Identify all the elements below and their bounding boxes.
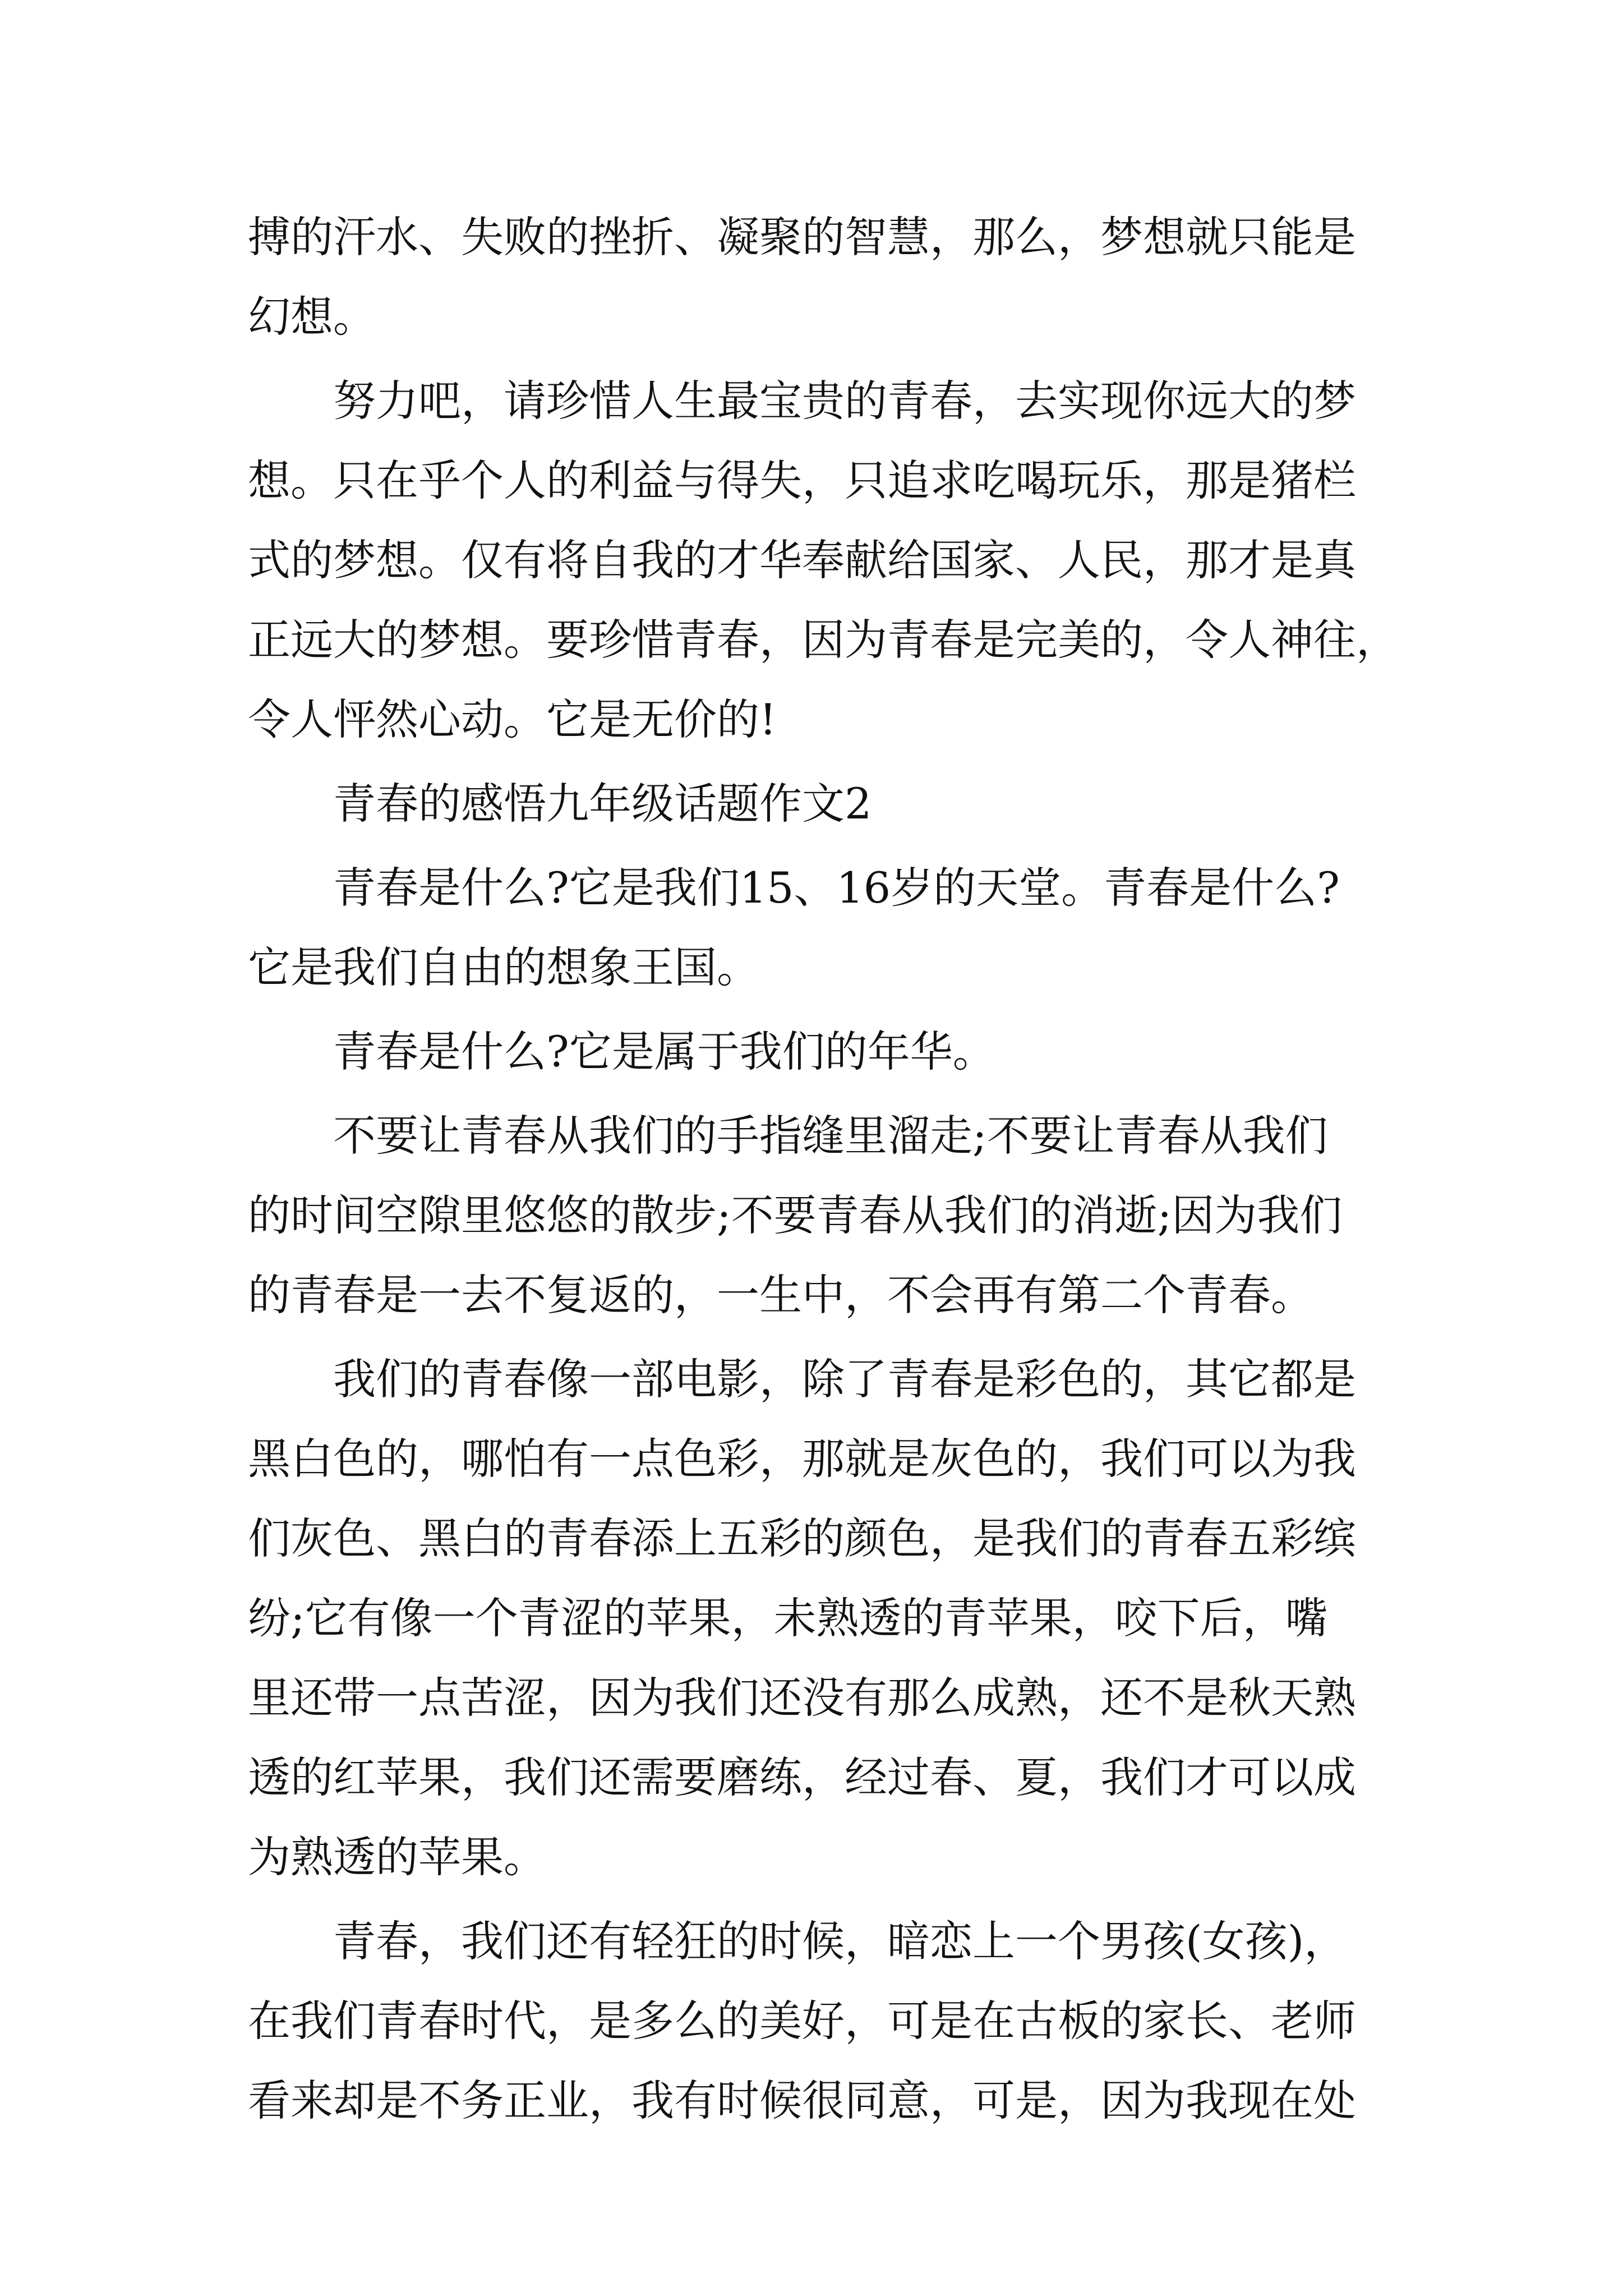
- paragraph: [248, 1012, 1392, 1092]
- document-body: [248, 197, 1399, 2141]
- text-line: 不要让青春从我们的手指缝里溜走;不要让青春从我们: [333, 1111, 1328, 1161]
- text-line: 里还带一点苦涩，因为我们还没有那么成熟，还不是秋天熟: [248, 1673, 1356, 1723]
- text-line: 它是我们自由的想象王国。: [248, 942, 759, 992]
- paragraph: [248, 848, 1392, 1007]
- text-line: 青春的感悟九年级话题作文2: [333, 779, 872, 829]
- text-line: 努力吧，请珍惜人生最宝贵的青春，去实现你远大的梦: [333, 376, 1356, 426]
- text-line: 幻想。: [248, 292, 376, 342]
- paragraph: [248, 361, 1399, 760]
- text-line: 为熟透的苹果。: [248, 1832, 546, 1882]
- text-line: 纷;它有像一个青涩的苹果，未熟透的青苹果，咬下后，嘴: [248, 1593, 1328, 1643]
- text-line: 式的梦想。仅有将自我的才华奉献给国家、人民，那才是真: [248, 535, 1356, 585]
- text-line: 青春，我们还有轻狂的时候，暗恋上一个男孩(女孩)，: [333, 1916, 1347, 1966]
- paragraph: [248, 1902, 1392, 2141]
- text-line: 青春是什么?它是我们15、16岁的天堂。青春是什么?: [333, 863, 1340, 913]
- text-line: 正远大的梦想。要珍惜青春，因为青春是完美的，令人神往，: [248, 615, 1399, 665]
- text-line: 令人怦然心动。它是无价的!: [248, 694, 777, 744]
- text-line: 透的红苹果，我们还需要磨练，经过春、夏，我们才可以成: [248, 1752, 1356, 1802]
- text-line: 青春是什么?它是属于我们的年华。: [333, 1027, 995, 1076]
- essay-heading: [248, 764, 1392, 844]
- text-line: 想。只在乎个人的利益与得失，只追求吃喝玩乐，那是猪栏: [248, 455, 1356, 505]
- paragraph: [248, 1340, 1392, 1897]
- paragraph: [248, 197, 1392, 357]
- text-line: 黑白色的，哪怕有一点色彩，那就是灰色的，我们可以为我: [248, 1434, 1356, 1484]
- text-line: 看来却是不务正业，我有时候很同意，可是，因为我现在处: [248, 2076, 1356, 2125]
- text-line: 的时间空隙里悠悠的散步;不要青春从我们的消逝;因为我们: [248, 1190, 1343, 1240]
- paragraph: [248, 1096, 1392, 1335]
- text-line: 的青春是一去不复返的，一生中，不会再有第二个青春。: [248, 1270, 1313, 1320]
- text-line: 搏的汗水、失败的挫折、凝聚的智慧，那么，梦想就只能是: [248, 212, 1356, 262]
- text-line: 我们的青春像一部电影，除了青春是彩色的，其它都是: [333, 1354, 1356, 1404]
- text-line: 们灰色、黑白的青春添上五彩的颜色，是我们的青春五彩缤: [248, 1513, 1356, 1563]
- text-line: 在我们青春时代，是多么的美好，可是在古板的家长、老师: [248, 1996, 1356, 2046]
